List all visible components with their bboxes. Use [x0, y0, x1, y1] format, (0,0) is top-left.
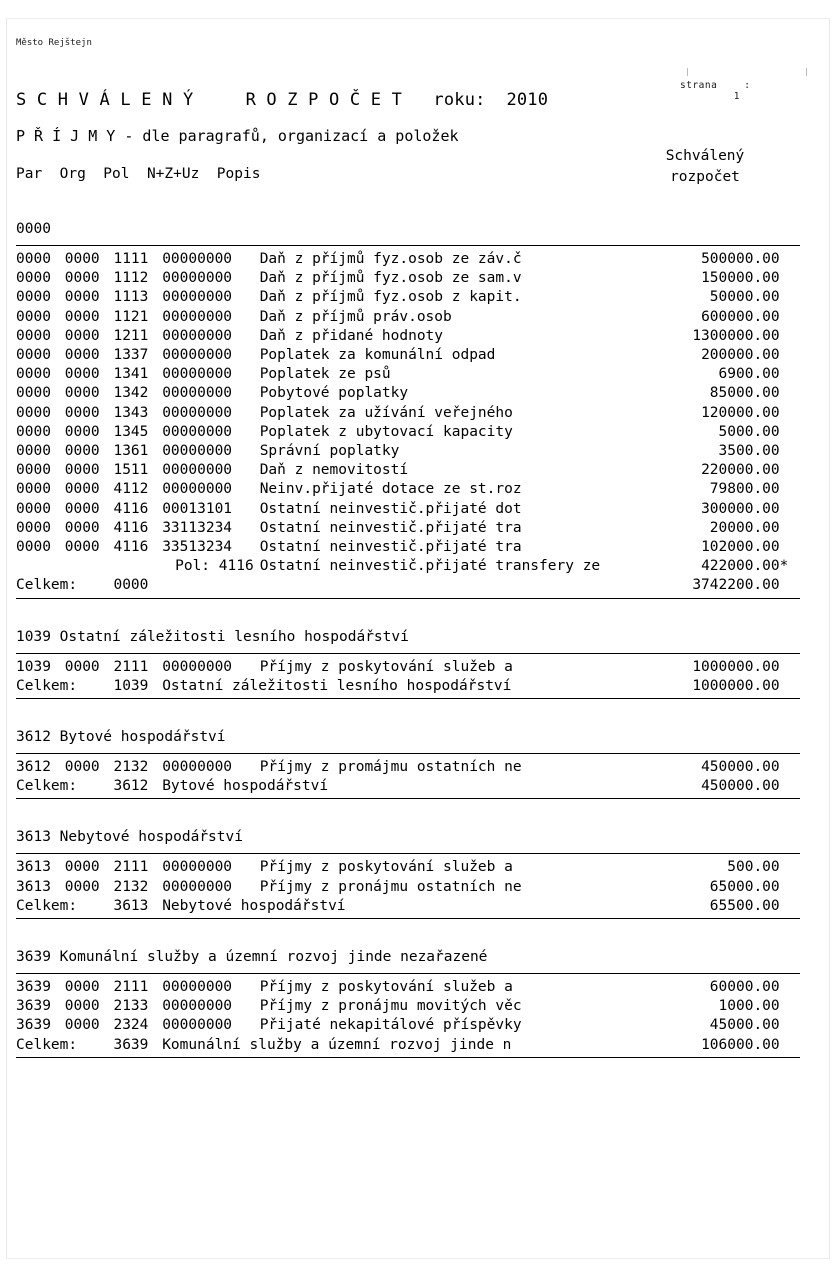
cell-org: 0000 [64, 385, 100, 402]
section-spacer [16, 703, 806, 717]
cell-pol: 4116 [113, 539, 149, 556]
cell-pol: 1111 [113, 251, 149, 267]
cell-amount: 120000.00 [701, 404, 780, 421]
cell-amount: 220000.00 [701, 462, 780, 479]
cell-amount: 1000000.00 [692, 658, 780, 675]
cell-description: Poplatek z ubytovací kapacity [259, 423, 513, 440]
document-subtitle: P Ř Í J M Y - dle paragrafů, organizací a položek [16, 127, 459, 145]
table-row [16, 1016, 800, 1035]
cell-org: 0000 [64, 979, 100, 996]
cell-description: Přijaté nekapitálové příspěvky [259, 1017, 522, 1034]
total-description [162, 576, 625, 595]
cell-amount: 300000.00 [701, 500, 780, 517]
section-table [16, 978, 800, 1055]
cell-description: Daň z nemovitostí [259, 462, 409, 479]
cell-par: 0000 [16, 308, 51, 325]
total-label: Celkem: [16, 897, 78, 914]
cell-amount: 600000.00 [701, 308, 780, 325]
cell-uz: 00000000 [162, 481, 233, 498]
cell-star [780, 858, 800, 877]
budget-section [16, 621, 806, 717]
section-spacer [16, 603, 806, 617]
cell-pol: 1341 [113, 366, 149, 383]
total-row [16, 576, 800, 595]
table-row [16, 327, 800, 346]
table-row [16, 250, 800, 269]
page-colon: : [744, 80, 751, 91]
cell-org: 0000 [64, 1017, 100, 1034]
cell-uz: 00000000 [162, 347, 233, 364]
cell-par: 3613 [16, 859, 51, 876]
cell-uz: 00000000 [162, 366, 233, 383]
cell-pol: 1511 [113, 462, 149, 479]
cell-pol: 1211 [113, 327, 149, 344]
table-row [16, 423, 800, 442]
cell-pol: 2324 [113, 1017, 149, 1034]
cell-uz: 33113234 [162, 519, 233, 536]
cell-uz: 00000000 [162, 327, 233, 344]
cell-amount: 5000.00 [718, 423, 780, 440]
section-rule [16, 753, 800, 754]
cell-org: 0000 [64, 423, 100, 440]
section-rule-bottom [16, 1057, 800, 1058]
cell-uz: 00000000 [162, 759, 233, 776]
cell-description: Poplatek za užívání veřejného [259, 404, 513, 421]
cell-star [780, 500, 800, 519]
cell-par: 0000 [16, 423, 51, 440]
cell-description: Daň z příjmů fyz.osob ze záv.č [259, 251, 522, 267]
cell-org: 0000 [64, 481, 100, 498]
cell-star [780, 346, 800, 365]
cell-uz: 00000000 [162, 289, 233, 306]
cell-amount: 85000.00 [709, 385, 780, 402]
cell-par: 0000 [16, 385, 51, 402]
total-description: Ostatní záležitosti lesního hospodářství [162, 677, 512, 694]
cell-org: 0000 [64, 251, 100, 267]
subtotal-label: Pol: 4116 [175, 558, 254, 575]
table-row [16, 997, 800, 1016]
cell-uz: 00000000 [162, 270, 233, 287]
table-row [16, 538, 800, 557]
table-row [16, 288, 800, 307]
cell-par: 0000 [16, 251, 51, 267]
page-number: 1 [733, 91, 740, 102]
cell-amount: 50000.00 [709, 289, 780, 306]
cell-org: 0000 [64, 366, 100, 383]
cell-description: Daň z přidané hodnoty [259, 327, 444, 344]
cell-org: 0000 [64, 658, 100, 675]
total-description: Bytové hospodářství [162, 778, 329, 795]
cell-org: 0000 [64, 500, 100, 517]
total-label: Celkem: [16, 577, 78, 594]
cell-description: Daň z příjmů fyz.osob ze sam.v [259, 270, 522, 287]
table-row [16, 384, 800, 403]
header-tick-right [806, 68, 807, 76]
table-row [16, 442, 800, 461]
section-title: 1039 Ostatní záležitosti lesního hospodářství [16, 628, 409, 645]
amount-column-header [610, 146, 800, 188]
subtotal-row [16, 557, 800, 576]
cell-description: Daň z příjmů práv.osob [259, 308, 452, 325]
cell-org: 0000 [64, 539, 100, 556]
cell-par: 0000 [16, 270, 51, 287]
cell-star [780, 658, 800, 677]
total-code: 3639 [113, 1036, 149, 1053]
cell-amount: 1300000.00 [692, 327, 780, 344]
cell-uz: 00000000 [162, 443, 233, 460]
cell-par: 0000 [16, 327, 51, 344]
cell-star [780, 250, 800, 269]
cell-org: 0000 [64, 443, 100, 460]
section-rule-bottom [16, 798, 800, 799]
budget-section [16, 213, 806, 617]
cell-uz: 00013101 [162, 500, 233, 517]
table-row [16, 758, 800, 777]
section-rule [16, 653, 800, 654]
cell-uz: 00000000 [162, 859, 233, 876]
cell-org: 0000 [64, 462, 100, 479]
total-label: Celkem: [16, 1036, 78, 1053]
cell-description: Daň z příjmů fyz.osob z kapit. [259, 289, 522, 306]
cell-amount: 150000.00 [701, 270, 780, 287]
cell-description: Příjmy z pronájmu ostatních ne [259, 878, 522, 895]
cell-star [780, 404, 800, 423]
cell-star [780, 997, 800, 1016]
cell-star [780, 758, 800, 777]
cell-org: 0000 [64, 878, 100, 895]
table-row [16, 858, 800, 877]
subtotal-star: * [779, 558, 789, 575]
amount-header-line2: rozpočet [670, 169, 740, 185]
table-row [16, 878, 800, 897]
budget-sections [16, 213, 806, 1080]
total-description: Komunální služby a územní rozvoj jinde n [162, 1036, 512, 1053]
cell-amount: 6900.00 [718, 366, 780, 383]
cell-star [780, 269, 800, 288]
cell-description: Poplatek ze psů [259, 366, 391, 383]
cell-uz: 00000000 [162, 308, 233, 325]
section-title: 3612 Bytové hospodářství [16, 729, 226, 746]
total-label: Celkem: [16, 677, 78, 694]
cell-uz: 00000000 [162, 385, 233, 402]
column-headers: Par Org Pol N+Z+Uz Popis [16, 166, 261, 182]
cell-description: Pobytové poplatky [259, 385, 409, 402]
cell-description: Příjmy z poskytování služeb a [259, 658, 513, 675]
cell-amount: 3500.00 [718, 443, 780, 460]
cell-pol: 1361 [113, 443, 149, 460]
cell-par: 0000 [16, 519, 51, 536]
table-row [16, 500, 800, 519]
page-border-left [6, 18, 7, 1258]
organization-name: Město Rejštejn [16, 38, 92, 48]
section-title: 3639 Komunální služby a územní rozvoj jinde nezařazené [16, 949, 488, 966]
cell-amount: 20000.00 [709, 519, 780, 536]
total-code: 3612 [113, 778, 149, 795]
table-row [16, 269, 800, 288]
cell-org: 0000 [64, 308, 100, 325]
section-table [16, 658, 800, 696]
cell-par: 0000 [16, 289, 51, 306]
cell-amount: 65000.00 [709, 878, 780, 895]
section-table [16, 250, 800, 596]
cell-pol: 1337 [113, 347, 149, 364]
cell-uz: 00000000 [162, 979, 233, 996]
table-row [16, 480, 800, 499]
total-star [780, 576, 800, 595]
cell-amount: 102000.00 [701, 539, 780, 556]
cell-description: Ostatní neinvestič.přijaté tra [259, 539, 522, 556]
page-border-top [6, 18, 830, 19]
cell-pol: 4112 [113, 481, 149, 498]
section-rule-bottom [16, 918, 800, 919]
cell-par: 3639 [16, 998, 51, 1015]
cell-org: 0000 [64, 998, 100, 1015]
document-title: S C H V Á L E N Ý R O Z P O Č E T roku: 2010 [16, 90, 549, 110]
cell-uz: 00000000 [162, 998, 233, 1015]
cell-amount: 200000.00 [701, 347, 780, 364]
cell-par: 0000 [16, 404, 51, 421]
cell-star [780, 365, 800, 384]
section-spacer [16, 803, 806, 817]
cell-pol: 1112 [113, 270, 149, 287]
cell-org: 0000 [64, 759, 100, 776]
section-rule-bottom [16, 698, 800, 699]
cell-description: Ostatní neinvestič.přijaté tra [259, 519, 522, 536]
cell-org: 0000 [64, 270, 100, 287]
cell-org: 0000 [64, 289, 100, 306]
section-table [16, 858, 800, 916]
cell-uz: 00000000 [162, 1017, 233, 1034]
section-title: 3613 Nebytové hospodářství [16, 829, 243, 846]
table-row [16, 346, 800, 365]
cell-description: Příjmy z pronájmu movitých věc [259, 998, 522, 1015]
total-code: 1039 [113, 677, 149, 694]
total-code: 3613 [113, 897, 149, 914]
cell-star [780, 308, 800, 327]
cell-star [780, 538, 800, 557]
total-amount: 450000.00 [701, 778, 780, 795]
cell-org: 0000 [64, 327, 100, 344]
cell-par: 0000 [16, 462, 51, 479]
cell-star [780, 878, 800, 897]
cell-par: 1039 [16, 658, 51, 675]
table-row [16, 658, 800, 677]
cell-uz: 33513234 [162, 539, 233, 556]
section-rule [16, 973, 800, 974]
table-row [16, 308, 800, 327]
page-marker [680, 80, 836, 102]
amount-header-line1: Schválený [665, 148, 745, 164]
cell-par: 0000 [16, 500, 51, 517]
section-spacer [16, 923, 806, 937]
cell-star [780, 327, 800, 346]
section-spacer [16, 1062, 806, 1076]
cell-par: 3613 [16, 878, 51, 895]
cell-uz: 00000000 [162, 423, 233, 440]
cell-star [780, 519, 800, 538]
table-row [16, 978, 800, 997]
cell-pol: 2111 [113, 859, 149, 876]
cell-pol: 1342 [113, 385, 149, 402]
total-star [780, 677, 800, 696]
cell-pol: 1121 [113, 308, 149, 325]
cell-par: 0000 [16, 481, 51, 498]
section-rule [16, 245, 800, 246]
table-row [16, 404, 800, 423]
total-star [780, 897, 800, 916]
total-star [780, 777, 800, 796]
cell-pol: 4116 [113, 500, 149, 517]
total-row [16, 677, 800, 696]
header-tick-left [687, 68, 688, 76]
cell-description: Poplatek za komunální odpad [259, 347, 496, 364]
cell-amount: 45000.00 [709, 1017, 780, 1034]
page-border-right [829, 18, 830, 1258]
table-row [16, 461, 800, 480]
cell-par: 0000 [16, 347, 51, 364]
cell-uz: 00000000 [162, 462, 233, 479]
cell-star [780, 423, 800, 442]
cell-pol: 2132 [113, 759, 149, 776]
total-description: Nebytové hospodářství [162, 897, 346, 914]
total-code: 0000 [113, 577, 149, 594]
cell-uz: 00000000 [162, 404, 233, 421]
cell-par: 0000 [16, 539, 51, 556]
section-rule [16, 853, 800, 854]
cell-description: Příjmy z poskytování služeb a [259, 979, 513, 996]
total-amount: 65500.00 [709, 897, 780, 914]
cell-pol: 2111 [113, 658, 149, 675]
cell-amount: 450000.00 [701, 759, 780, 776]
cell-pol: 1343 [113, 404, 149, 421]
cell-description: Ostatní neinvestič.přijaté dot [259, 500, 522, 517]
cell-par: 3639 [16, 1017, 51, 1034]
cell-pol: 2132 [113, 878, 149, 895]
cell-pol: 1345 [113, 423, 149, 440]
subtotal-description: Ostatní neinvestič.přijaté transfery ze [259, 558, 601, 575]
cell-star [780, 384, 800, 403]
budget-section [16, 821, 806, 937]
section-title: 0000 [16, 221, 51, 237]
cell-pol: 2133 [113, 998, 149, 1015]
cell-star [780, 978, 800, 997]
total-amount: 106000.00 [701, 1036, 780, 1053]
cell-amount: 1000.00 [718, 998, 780, 1015]
table-row [16, 519, 800, 538]
table-row [16, 365, 800, 384]
section-rule-bottom [16, 598, 800, 599]
cell-par: 3639 [16, 979, 51, 996]
cell-par: 0000 [16, 366, 51, 383]
budget-section [16, 721, 806, 817]
cell-star [780, 442, 800, 461]
budget-section [16, 941, 806, 1076]
cell-star [780, 461, 800, 480]
cell-amount: 500000.00 [701, 251, 780, 267]
cell-star [780, 480, 800, 499]
subtotal-amount: 422000.00 [701, 558, 780, 575]
cell-org: 0000 [64, 519, 100, 536]
total-amount: 3742200.00 [692, 577, 780, 594]
total-star [780, 1036, 800, 1055]
cell-org: 0000 [64, 859, 100, 876]
cell-pol: 2111 [113, 979, 149, 996]
cell-star [780, 288, 800, 307]
cell-par: 0000 [16, 443, 51, 460]
cell-pol: 1113 [113, 289, 149, 306]
cell-star [780, 1016, 800, 1035]
cell-org: 0000 [64, 347, 100, 364]
total-row [16, 897, 800, 916]
cell-description: Správní poplatky [259, 443, 400, 460]
total-label: Celkem: [16, 778, 78, 795]
cell-amount: 79800.00 [709, 481, 780, 498]
cell-description: Příjmy z promájmu ostatních ne [259, 759, 522, 776]
total-row [16, 1036, 800, 1055]
cell-uz: 00000000 [162, 251, 233, 267]
cell-uz: 00000000 [162, 878, 233, 895]
cell-par: 3612 [16, 759, 51, 776]
total-row [16, 777, 800, 796]
cell-uz: 00000000 [162, 658, 233, 675]
cell-description: Neinv.přijaté dotace ze st.roz [259, 481, 522, 498]
cell-pol: 4116 [113, 519, 149, 536]
cell-amount: 500.00 [727, 859, 780, 876]
section-table [16, 758, 800, 796]
total-amount: 1000000.00 [692, 677, 780, 694]
cell-description: Příjmy z poskytování služeb a [259, 859, 513, 876]
page-label: strana [680, 80, 718, 91]
cell-org: 0000 [64, 404, 100, 421]
page-border-bottom [6, 1258, 830, 1259]
cell-amount: 60000.00 [709, 979, 780, 996]
